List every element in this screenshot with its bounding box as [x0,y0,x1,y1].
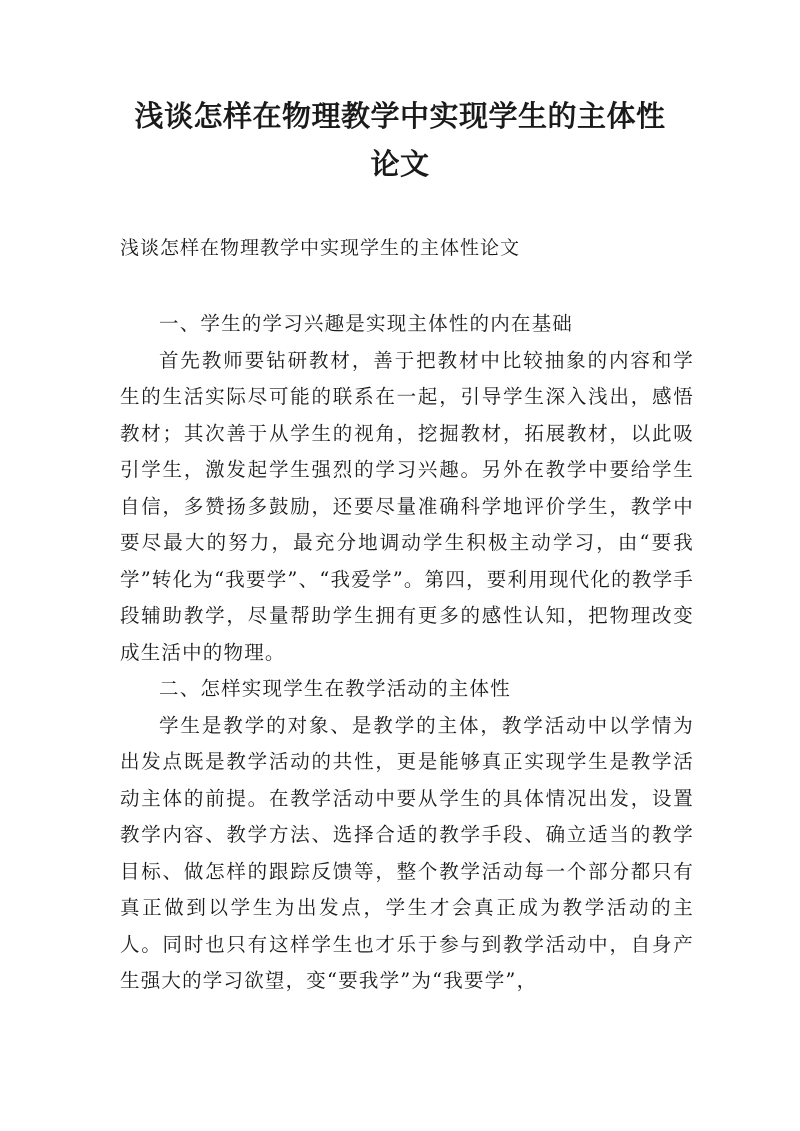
section-2-heading: 二、怎样实现学生在教学活动的主体性 [159,677,511,700]
section-2-paragraph: 学生是教学的对象、是教学的主体，教学活动中以学情为出发点既是教学活动的共性，更是能够真正实现学生是教学活动主体的前提。在教学活动中要从学生的具体情况出发，设置教学内容、教学方法、选择合适的教学手段、确立适当的教学目标、做怎样的跟踪反馈等，整个教学活动每一个部分都只有真正做到以学生为出发点，学生才会真正成为教学活动的主人。同时也只有这样学生也才乐于参与到教学活动中，自身产生强大的学习欲望，变“要我学”为“我要学”， [120,713,694,992]
document-subtitle: 浅谈怎样在物理教学中实现学生的主体性论文 [120,237,521,259]
document-title [100,92,700,188]
title-line-1: 浅谈怎样在物理教学中实现学生的主体性 [134,99,666,133]
section-1-paragraph: 首先教师要钻研教材，善于把教材中比较抽象的内容和学生的生活实际尽可能的联系在一起，引导学生深入浅出，感悟教材；其次善于从学生的视角，挖掘教材，拓展教材，以此吸引学生，激发起学生强烈的学习兴趣。另外在教学中要给学生自信，多赞扬多鼓励，还要尽量准确科学地评价学生，教学中要尽最大的努力，最充分地调动学生积极主动学习，由“要我学”转化为“我要学”、“我爱学”。第四，要利用现代化的教学手段辅助教学，尽量帮助学生拥有更多的感性认知，把物理改变成生活中的物理。 [120,348,694,664]
section-1-heading: 一、学生的学习兴趣是实现主体性的内在基础 [159,312,574,335]
title-line-2: 论文 [370,147,430,181]
document-body [120,306,694,1000]
